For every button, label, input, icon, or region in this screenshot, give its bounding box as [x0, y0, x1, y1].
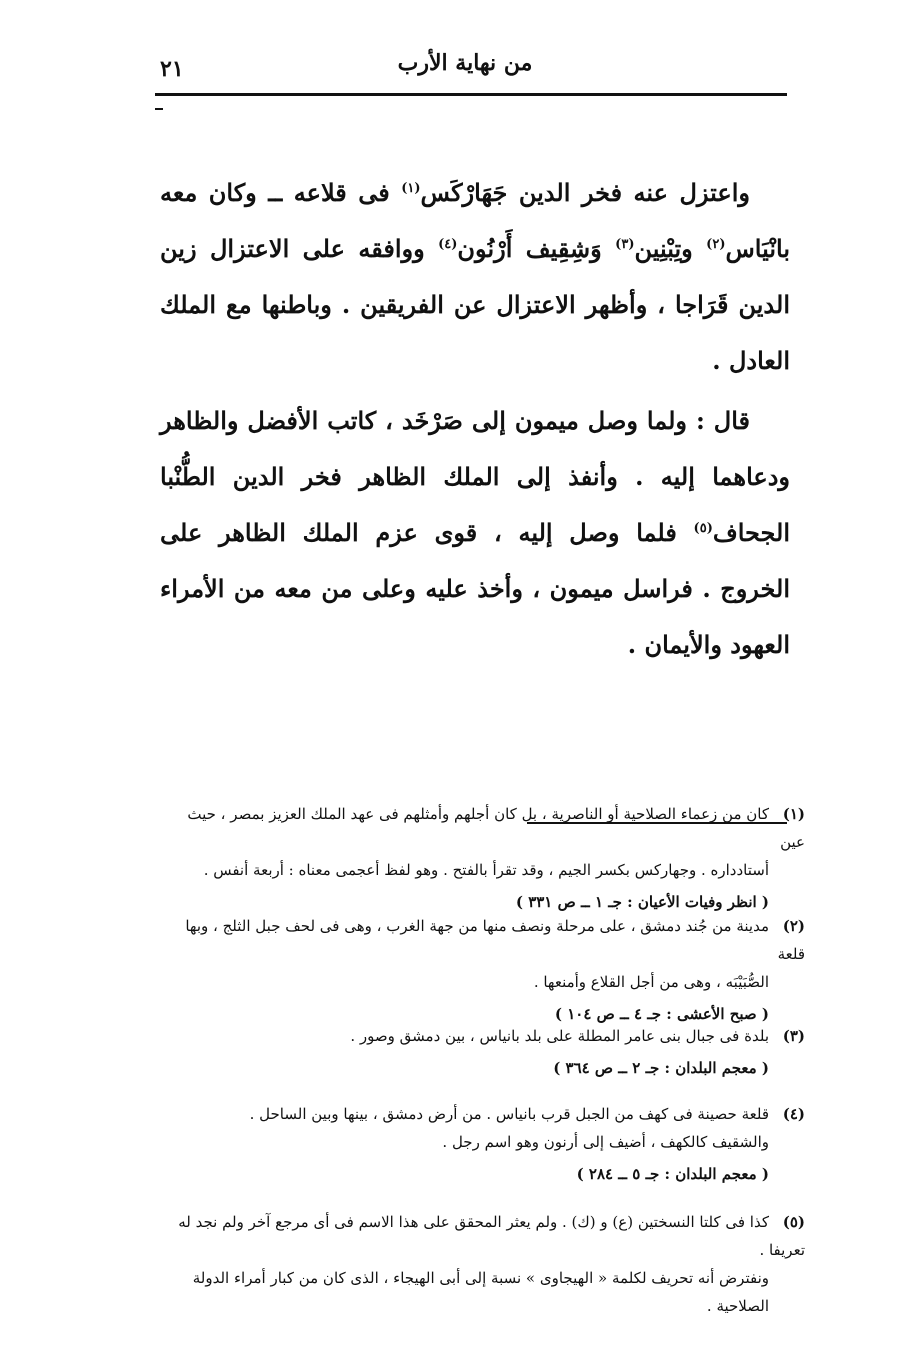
- paragraph-2: [160, 393, 790, 673]
- footnote-ref-2: (٢): [706, 237, 726, 252]
- footnote-3: [165, 1022, 805, 1082]
- paragraph-1-text-d: وَشِقِيف أَرْنُون: [457, 234, 616, 263]
- footnote-ref-1: (١): [401, 181, 421, 196]
- header-tick-mark: [155, 108, 163, 110]
- paragraph-1-text-c: وتِبْنِين: [634, 234, 707, 263]
- footnote-number: (٤): [782, 1105, 805, 1123]
- paragraph-1-text-a: واعتزل عنه فخر الدين جَهَارْكَس: [420, 178, 750, 207]
- footnote-5: [165, 1208, 805, 1320]
- footnote-1: [165, 800, 805, 916]
- footnote-2: [165, 912, 805, 1028]
- running-title: من نهاية الأرب: [397, 50, 533, 76]
- main-text: [160, 165, 790, 677]
- footnote-ref-5: (٥): [693, 521, 713, 536]
- footnote-number: (٢): [782, 917, 805, 935]
- footnote-text: ونفترض أنه تحريف لكلمة « الهيجاوى » نسبة إلى أبى الهيجاء ، الذى كان من كبار أمراء الدولة الصلاحية .: [192, 1269, 769, 1315]
- footnote-text: والشقيف كالكهف ، أضيف إلى أرنون وهو اسم رجل .: [442, 1133, 769, 1151]
- paragraph-2-text-b: فلما وصل إليه ، قوى عزم الملك الظاهر على الخروج . فراسل ميمون ، وأخذ عليه وعلى من معه من الأمراء العهود والأيمان .: [160, 518, 790, 659]
- footnote-source: ( معجم البلدان : جـ ٢ ــ ص ٣٦٤ ): [553, 1059, 769, 1077]
- footnote-text: كان من زعماء الصلاحية أو الناصرية ، بل كان أجلهم وأمثلهم فى عهد الملك العزيز بمصر ، حيث عين: [187, 805, 805, 851]
- footnote-source: ( معجم البلدان : جـ ٥ ــ ٢٨٤ ): [576, 1165, 769, 1183]
- footnote-ref-3: (٣): [615, 237, 635, 252]
- footnote-ref-4: (٤): [438, 237, 458, 252]
- footnote-4: [165, 1100, 805, 1188]
- footnote-number: (٣): [782, 1027, 805, 1045]
- footnote-text: بلدة فى جبال بنى عامر المطلة على بلد بانياس ، بين دمشق وصور .: [350, 1027, 769, 1045]
- footnote-text: الصُّبَيْبَه ، وهى من أجل القلاع وأمنعها .: [533, 973, 769, 991]
- footnote-text: قلعة حصينة فى كهف من الجبل قرب بانياس . من أرض دمشق ، بينها وبين الساحل .: [249, 1105, 769, 1123]
- page-number: ٢١: [160, 56, 184, 82]
- running-header: [155, 48, 787, 88]
- footnote-number: (١): [782, 805, 805, 823]
- footnote-number: (٥): [782, 1213, 805, 1231]
- paragraph-1-text-b: فى قلاعه ــ وكان معه بانْيَاس: [160, 178, 790, 263]
- footnote-source: ( صبح الأعشى : جـ ٤ ــ ص ١٠٤ ): [554, 1005, 769, 1023]
- paragraph-1-text-e: ووافقه على الاعتزال زين الدين قَرَاجا ، وأظهر الاعتزال عن الفريقين . وباطنها مع الملك العادل .: [160, 234, 790, 375]
- footnote-text: كذا فى كلتا النسختين (ع) و (ك) . ولم يعثر المحقق على هذا الاسم فى أى مرجع آخر ولم نجد له تعريفا .: [178, 1213, 805, 1259]
- footnote-text: أستادداره . وجهاركس بكسر الجيم ، وقد تقرأ بالفتح . وهو لفظ أعجمى معناه : أربعة أنفس .: [203, 861, 769, 879]
- footnote-text: مدينة من جُند دمشق ، على مرحلة ونصف منها من جهة الغرب ، وهى فى لحف جبل الثلج ، وبها قلعة: [185, 917, 805, 963]
- footnote-source: ( انظر وفيات الأعيان : جـ ١ ــ ص ٣٣١ ): [515, 893, 769, 911]
- paragraph-2-text-a: قال : ولما وصل ميمون إلى صَرْخَد ، كاتب الأفضل والظاهر ودعاهما إليه . وأنفذ إلى الملك الظاهر فخر الدين الطُّنْبا الجحاف: [160, 406, 790, 547]
- paragraph-1: [160, 165, 790, 389]
- header-rule: [155, 93, 787, 96]
